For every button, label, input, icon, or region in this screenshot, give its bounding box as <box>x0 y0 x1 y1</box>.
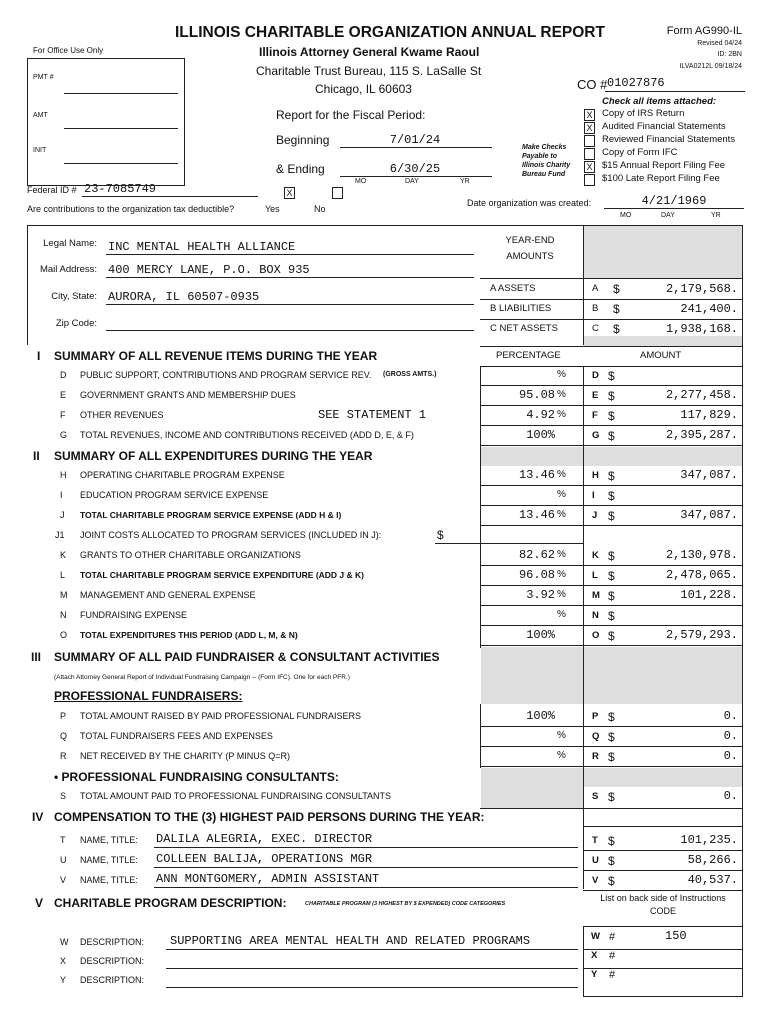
line-amount[interactable]: 2,395,287. <box>665 428 738 442</box>
section-2-number: II <box>33 449 40 463</box>
line-code: V <box>592 875 599 886</box>
percent-sign: % <box>557 509 566 520</box>
attachment-label: $100 Late Report Filing Fee <box>602 173 720 184</box>
line-amount[interactable]: 347,087. <box>680 468 738 482</box>
percent-sign: % <box>557 609 566 620</box>
percent-sign: % <box>557 369 566 380</box>
bureau-address: Charitable Trust Bureau, 115 S. LaSalle St <box>256 64 482 78</box>
line-percentage[interactable]: 3.92 <box>526 588 555 602</box>
line-code: H <box>592 470 599 481</box>
attachment-label: Audited Financial Statements <box>602 121 726 132</box>
line-label: TOTAL EXPENDITURES THIS PERIOD (ADD L, M, & N) <box>80 630 298 640</box>
legal-name-label: Legal Name: <box>43 238 97 249</box>
percent-sign: % <box>557 589 566 600</box>
line-letter: I <box>60 490 63 500</box>
revised-date: Revised 04/24 <box>697 40 742 47</box>
attachment-label: $15 Annual Report Filing Fee <box>602 160 726 171</box>
deductible-no-label: No <box>314 204 326 214</box>
line-letter: O <box>60 630 68 640</box>
percent-sign: % <box>557 750 566 761</box>
line-label: EDUCATION PROGRAM SERVICE EXPENSE <box>80 490 269 500</box>
zip-code-label: Zip Code: <box>55 318 97 329</box>
attachment-checkbox[interactable]: X <box>584 122 595 134</box>
city-state-value[interactable]: AURORA, IL 60507-0935 <box>108 290 260 304</box>
dollar-sign: $ <box>608 429 615 443</box>
line-code: M <box>592 590 600 601</box>
comp-label: NAME, TITLE: <box>80 875 138 885</box>
deductible-yes-checkbox[interactable]: X <box>284 187 295 199</box>
comp-name-title[interactable]: ANN MONTGOMERY, ADMIN ASSISTANT <box>156 872 380 886</box>
line-amount[interactable]: 2,579,293. <box>665 628 738 642</box>
line-letter: W <box>60 937 69 947</box>
line-letter: M <box>60 590 68 600</box>
line-code: F <box>592 410 598 421</box>
amount-header: AMOUNT <box>640 350 682 361</box>
line-code: N <box>592 610 599 621</box>
year-end-header: YEAR-END AMOUNTS <box>505 235 555 262</box>
line-amount[interactable]: 2,478,065. <box>665 568 738 582</box>
created-mo: MO <box>620 212 632 219</box>
dollar-sign: $ <box>608 629 615 643</box>
description-label: DESCRIPTION: <box>80 975 145 985</box>
attachment-label: Reviewed Financial Statements <box>602 134 736 145</box>
line-amount[interactable]: 0. <box>723 789 738 803</box>
attachment-checkbox[interactable] <box>584 135 595 147</box>
dollar-sign: $ <box>608 509 615 523</box>
line-code: P <box>592 711 599 722</box>
section-4-title: COMPENSATION TO THE (3) HIGHEST PAID PERSONS DURING THE YEAR: <box>54 810 485 824</box>
line-code: T <box>592 835 598 846</box>
line-label: TOTAL CHARITABLE PROGRAM SERVICE EXPENSE (ADD H & I) <box>80 510 342 520</box>
line-amount[interactable]: 117,829. <box>680 408 738 422</box>
line-code: Q <box>592 731 600 742</box>
percent-sign: % <box>557 469 566 480</box>
section-3-number: III <box>31 650 42 664</box>
attachments-title: Check all items attached: <box>602 96 717 107</box>
dollar-sign: $ <box>608 489 615 503</box>
dollar-sign: $ <box>608 469 615 483</box>
dollar-sign: $ <box>608 854 615 868</box>
comp-amount[interactable]: 58,266. <box>687 853 738 867</box>
section-5-number: V <box>35 896 44 910</box>
line-letter: T <box>60 835 66 845</box>
dollar-sign: $ <box>608 609 615 623</box>
dollar-sign: $ <box>608 569 615 583</box>
line-percentage[interactable]: 100% <box>526 628 555 642</box>
percent-sign: % <box>557 730 566 741</box>
attachment-checkbox[interactable]: X <box>584 109 595 121</box>
fiscal-period-label: Report for the Fiscal Period: <box>276 108 426 122</box>
line-letter: L <box>60 570 66 580</box>
line-percentage[interactable]: 100% <box>526 709 555 723</box>
attachment-checkbox[interactable] <box>584 174 595 186</box>
line-label: TOTAL AMOUNT RAISED BY PAID PROFESSIONAL FUNDRAISERS <box>80 711 362 721</box>
line-label: GOVERNMENT GRANTS AND MEMBERSHIP DUES <box>80 390 296 400</box>
line-letter: Y <box>60 975 67 985</box>
consultants-title: • PROFESSIONAL FUNDRAISING CONSULTANTS: <box>54 770 339 784</box>
year-end-label: C NET ASSETS <box>490 323 558 334</box>
line-amount[interactable]: 0. <box>723 709 738 723</box>
attachment-label: Copy of IRS Return <box>602 108 685 119</box>
percent-sign: % <box>557 409 566 420</box>
date-created-value[interactable]: 4/21/1969 <box>641 194 707 208</box>
mail-address-label: Mail Address: <box>39 264 97 275</box>
dollar-sign: $ <box>608 790 615 804</box>
dollar-sign: $ <box>608 750 615 764</box>
fiscal-mo: MO <box>355 178 367 185</box>
init-label: INIT <box>33 147 47 154</box>
line-code: K <box>592 550 599 561</box>
federal-id-label: Federal ID # <box>27 185 77 195</box>
section-4-number: IV <box>32 810 44 824</box>
federal-id-value[interactable]: 23-7085749 <box>84 182 157 196</box>
line-percentage[interactable]: 13.46 <box>518 468 555 482</box>
line-amount[interactable]: 101,228. <box>680 588 738 602</box>
line-label: TOTAL CHARITABLE PROGRAM SERVICE EXPENDITURE (ADD J & K) <box>80 570 364 580</box>
section-3-note: (Attach Attorney General Report of Individual Fundraising Campaign -- (Form IFC). One for each PFR.) <box>54 674 350 681</box>
comp-amount[interactable]: 40,537. <box>687 873 738 887</box>
line-code: X <box>591 950 598 961</box>
line-label: OTHER REVENUES <box>80 410 164 420</box>
dollar-sign: $ <box>608 369 615 383</box>
dollar-sign: $ <box>608 389 615 403</box>
professional-fundraisers-title: PROFESSIONAL FUNDRAISERS: <box>54 689 243 703</box>
line-percentage[interactable]: 100% <box>526 428 555 442</box>
line-code: J <box>592 510 598 521</box>
line-amount[interactable]: 2,130,978. <box>665 548 738 562</box>
line-letter: K <box>60 550 67 560</box>
date-created-label: Date organization was created: <box>467 198 592 208</box>
line-percentage[interactable]: 82.62 <box>518 548 555 562</box>
year-end-amount[interactable]: 241,400. <box>680 302 738 316</box>
attachment-label: Copy of Form IFC <box>602 147 678 158</box>
line-label: FUNDRAISING EXPENSE <box>80 610 188 620</box>
dollar-sign: $ <box>608 589 615 603</box>
form-title: ILLINOIS CHARITABLE ORGANIZATION ANNUAL REPORT <box>175 24 605 41</box>
line-extra: (GROSS AMTS.) <box>383 371 437 378</box>
line-letter: U <box>60 855 67 865</box>
attorney-general: Illinois Attorney General Kwame Raoul <box>259 45 480 59</box>
section-3-title: SUMMARY OF ALL PAID FUNDRAISER & CONSULTANT ACTIVITIES <box>54 650 440 664</box>
line-code: R <box>592 751 599 762</box>
line-percentage[interactable]: 95.08 <box>518 388 555 402</box>
year-end-code: C <box>592 323 599 334</box>
section-1-title: SUMMARY OF ALL REVENUE ITEMS DURING THE YEAR <box>54 349 378 363</box>
line-letter: D <box>60 370 67 380</box>
legal-name-value[interactable]: INC MENTAL HEALTH ALLIANCE <box>108 240 296 254</box>
created-yr: YR <box>711 212 721 219</box>
line-code: I <box>592 490 595 501</box>
ending-date[interactable]: 6/30/25 <box>389 162 441 176</box>
line-percentage[interactable]: 4.92 <box>526 408 555 422</box>
dollar-sign: $ <box>613 322 620 336</box>
year-end-code: A <box>592 283 599 294</box>
comp-name-title[interactable]: DALILA ALEGRIA, EXEC. DIRECTOR <box>156 832 373 846</box>
percent-sign: % <box>557 569 566 580</box>
line-letter: H <box>60 470 67 480</box>
line-label: OPERATING CHARITABLE PROGRAM EXPENSE <box>80 470 285 480</box>
line-code: L <box>592 570 598 581</box>
created-day: DAY <box>661 212 675 219</box>
line-amount[interactable]: 0. <box>723 729 738 743</box>
line-amount[interactable]: 2,277,458. <box>665 388 738 402</box>
city-state-label: City, State: <box>51 291 97 302</box>
line-letter: R <box>60 751 67 761</box>
pmt-label: PMT # <box>33 74 54 81</box>
section-5-note: CHARITABLE PROGRAM (3 HIGHEST BY $ EXPENDED) CODE CATEGORIES <box>305 901 506 907</box>
line-letter: P <box>60 711 67 721</box>
line-code: O <box>592 630 600 641</box>
line-code: U <box>592 855 599 866</box>
line-label: MANAGEMENT AND GENERAL EXPENSE <box>80 590 256 600</box>
beginning-label: Beginning <box>276 133 330 147</box>
line-label: PUBLIC SUPPORT, CONTRIBUTIONS AND PROGRAM SERVICE REV. <box>80 370 372 380</box>
amt-label: AMT <box>33 112 48 119</box>
percent-sign: % <box>557 489 566 500</box>
line-letter: Q <box>60 731 68 741</box>
office-use-label: For Office Use Only <box>33 46 104 55</box>
section-2-title: SUMMARY OF ALL EXPENDITURES DURING THE YEAR <box>54 449 373 463</box>
year-end-label: B LIABILITIES <box>490 303 552 314</box>
line-letter: F <box>60 410 66 420</box>
comp-amount[interactable]: 101,235. <box>680 833 738 847</box>
line-percentage[interactable]: 13.46 <box>518 508 555 522</box>
line-label: TOTAL AMOUNT PAID TO PROFESSIONAL FUNDRAISING CONSULTANTS <box>80 791 392 801</box>
dollar-sign: $ <box>613 302 620 316</box>
deductible-yes-label: Yes <box>265 204 280 214</box>
ending-label: & Ending <box>276 162 325 176</box>
beginning-date[interactable]: 7/01/24 <box>389 133 441 147</box>
percent-sign: % <box>557 549 566 560</box>
line-code: G <box>592 430 600 441</box>
dollar-sign: $ <box>608 874 615 888</box>
section-1-number: I <box>37 349 41 363</box>
year-end-amount[interactable]: 2,179,568. <box>665 282 738 296</box>
line-percentage[interactable]: 96.08 <box>518 568 555 582</box>
line-extra: $ <box>437 528 444 542</box>
attachment-checkbox[interactable]: X <box>584 161 595 173</box>
dollar-sign: $ <box>608 834 615 848</box>
line-extra[interactable]: SEE STATEMENT 1 <box>318 408 427 422</box>
line-code: W <box>591 931 600 942</box>
fiscal-day: DAY <box>405 178 419 185</box>
deductible-no-checkbox[interactable] <box>332 187 343 199</box>
form-number: Form AG990-IL <box>666 25 742 37</box>
form-code: ILVA0212L 09/18/24 <box>679 63 742 70</box>
code-list-note: List on back side of Instructions CODE <box>600 893 726 916</box>
line-label: JOINT COSTS ALLOCATED TO PROGRAM SERVICES (INCLUDED IN J): <box>80 530 382 540</box>
program-description[interactable]: SUPPORTING AREA MENTAL HEALTH AND RELATED PROGRAMS <box>170 934 531 948</box>
year-end-label: A ASSETS <box>490 283 536 294</box>
deductible-question: Are contributions to the organization tax deductible? <box>27 204 235 214</box>
line-letter: J <box>60 510 65 520</box>
make-checks-note: Make Checks Payable to Illinois Charity Bureau Fund <box>522 144 571 178</box>
comp-label: NAME, TITLE: <box>80 855 138 865</box>
comp-name-title[interactable]: COLLEEN BALIJA, OPERATIONS MGR <box>156 852 373 866</box>
line-code: Y <box>591 969 598 980</box>
line-letter: E <box>60 390 67 400</box>
comp-label: NAME, TITLE: <box>80 835 138 845</box>
line-letter: N <box>60 610 67 620</box>
fiscal-yr: YR <box>460 178 470 185</box>
co-number[interactable]: 01027876 <box>607 76 665 90</box>
line-letter: J1 <box>55 530 65 540</box>
dollar-sign: $ <box>608 710 615 724</box>
line-code: S <box>592 791 599 802</box>
bureau-city: Chicago, IL 60603 <box>315 82 412 96</box>
line-code: D <box>592 370 599 381</box>
section-5-title: CHARITABLE PROGRAM DESCRIPTION: <box>54 896 287 910</box>
line-label: TOTAL REVENUES, INCOME AND CONTRIBUTIONS RECEIVED (ADD D, E, & F) <box>80 430 414 440</box>
line-label: GRANTS TO OTHER CHARITABLE ORGANIZATIONS <box>80 550 301 560</box>
line-letter: X <box>60 956 67 966</box>
program-code[interactable]: 150 <box>665 929 687 943</box>
percent-sign: % <box>557 389 566 400</box>
line-letter: V <box>60 875 67 885</box>
year-end-code: B <box>592 303 599 314</box>
description-label: DESCRIPTION: <box>80 937 145 947</box>
dollar-sign: $ <box>613 282 620 296</box>
description-label: DESCRIPTION: <box>80 956 145 966</box>
percentage-header: PERCENTAGE <box>496 350 561 361</box>
line-amount[interactable]: 347,087. <box>680 508 738 522</box>
attachment-checkbox[interactable] <box>584 148 595 160</box>
dollar-sign: $ <box>608 730 615 744</box>
year-end-amount[interactable]: 1,938,168. <box>665 322 738 336</box>
dollar-sign: $ <box>608 549 615 563</box>
form-id: ID: 2BN <box>717 51 742 58</box>
mail-address-value[interactable]: 400 MERCY LANE, P.O. BOX 935 <box>108 263 310 277</box>
line-letter: G <box>60 430 68 440</box>
hash-sign: # <box>609 931 616 943</box>
line-amount[interactable]: 0. <box>723 749 738 763</box>
line-letter: S <box>60 791 67 801</box>
hash-sign: # <box>609 969 616 981</box>
line-code: E <box>592 390 599 401</box>
line-label: TOTAL FUNDRAISERS FEES AND EXPENSES <box>80 731 273 741</box>
hash-sign: # <box>609 950 616 962</box>
dollar-sign: $ <box>608 409 615 423</box>
co-label: CO # <box>577 77 608 92</box>
line-label: NET RECEIVED BY THE CHARITY (P MINUS Q=R) <box>80 751 290 761</box>
